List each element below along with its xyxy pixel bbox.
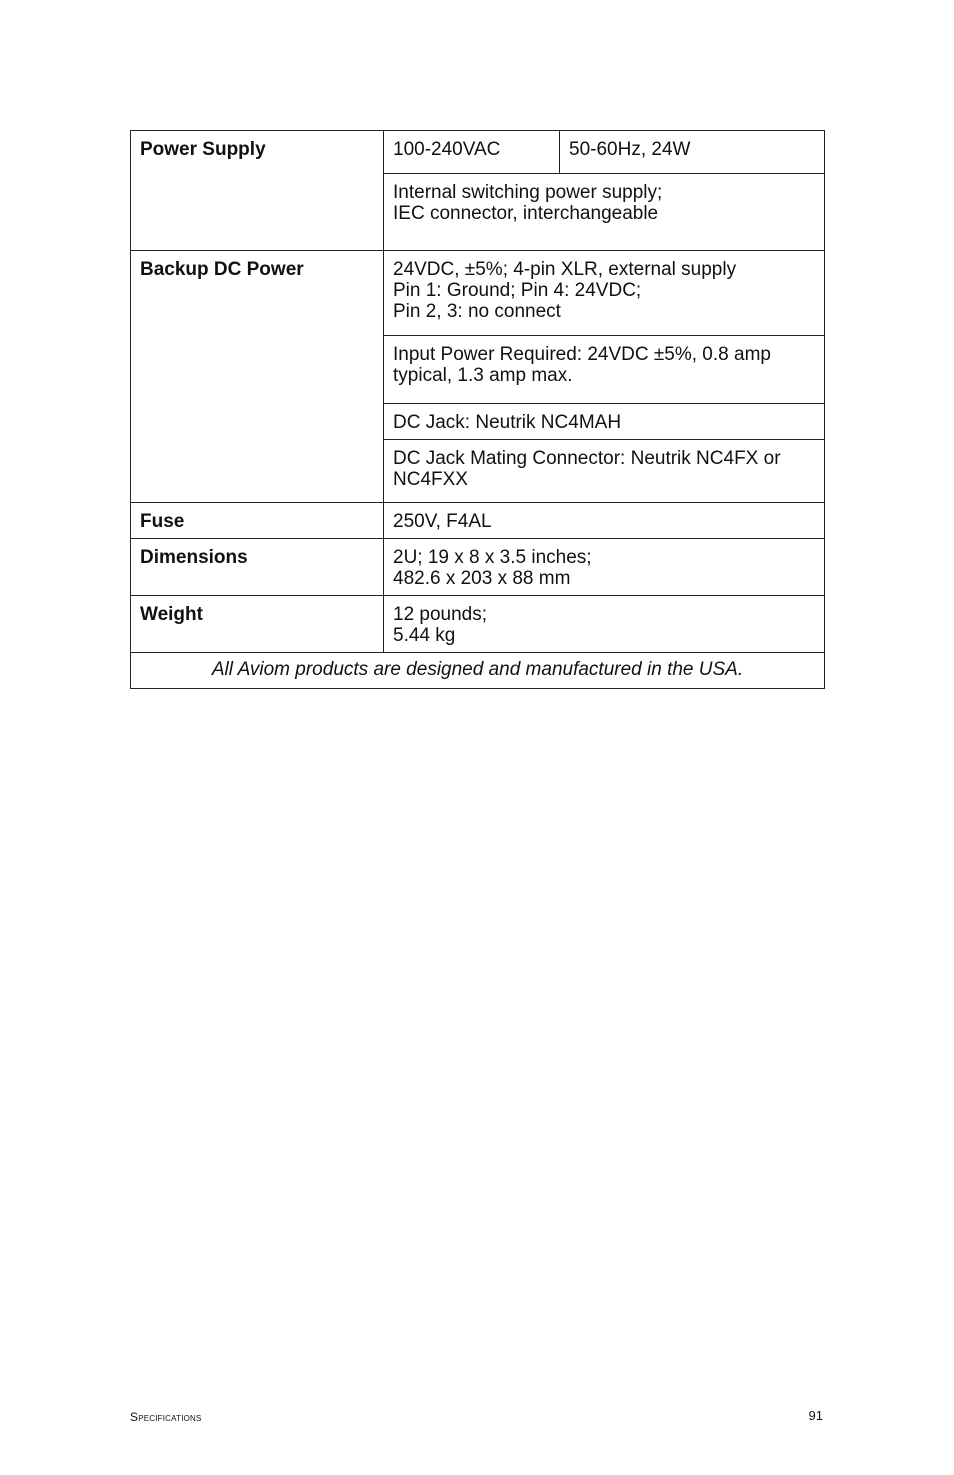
mating-connector-text: DC Jack Mating Connector: Neutrik NC4FX or NC4FXX: [393, 448, 781, 490]
table-row: [131, 503, 825, 539]
fuse-label: Fuse: [131, 503, 384, 539]
page-number: 91: [808, 1408, 823, 1423]
table-row: [131, 596, 825, 653]
weight-label: Weight: [131, 596, 384, 653]
table-row: [131, 653, 825, 689]
table-row: [131, 131, 825, 174]
power-supply-description: [384, 174, 825, 251]
dimensions-label: Dimensions: [131, 539, 384, 596]
input-power-text: Input Power Required: 24VDC ±5%, 0.8 amp typical, 1.3 amp max.: [393, 344, 771, 386]
dc-jack: DC Jack: Neutrik NC4MAH: [384, 404, 825, 440]
table-row: [131, 251, 825, 336]
dc-jack-mating-connector: [384, 440, 825, 503]
input-power-required: [384, 336, 825, 404]
backup-dc-spec-line-1: 24VDC, ±5%; 4-pin XLR, external supply: [393, 259, 737, 280]
dimensions-line-2: 482.6 x 203 x 88 mm: [393, 568, 571, 589]
power-supply-line-1: Internal switching power supply;: [393, 182, 663, 203]
weight-value: [384, 596, 825, 653]
backup-dc-power-label: Backup DC Power: [131, 251, 384, 503]
weight-line-2: 5.44 kg: [393, 625, 456, 646]
made-in-usa-footnote: All Aviom products are designed and manufactured in the USA.: [131, 653, 825, 689]
dimensions-line-1: 2U; 19 x 8 x 3.5 inches;: [393, 547, 592, 568]
table-row: [131, 539, 825, 596]
power-supply-voltage: 100-240VAC: [384, 131, 560, 174]
dimensions-value: [384, 539, 825, 596]
power-supply-line-2: IEC connector, interchangeable: [393, 203, 659, 224]
backup-dc-spec-line-3: Pin 2, 3: no connect: [393, 301, 561, 322]
specifications-table: [130, 130, 825, 689]
weight-line-1: 12 pounds;: [393, 604, 488, 625]
power-supply-frequency: 50-60Hz, 24W: [560, 131, 825, 174]
fuse-value: 250V, F4AL: [384, 503, 825, 539]
backup-dc-spec: [384, 251, 825, 336]
backup-dc-spec-line-2: Pin 1: Ground; Pin 4: 24VDC;: [393, 280, 642, 301]
power-supply-label: Power Supply: [131, 131, 384, 251]
section-title-footer: Specifications: [130, 1410, 202, 1424]
